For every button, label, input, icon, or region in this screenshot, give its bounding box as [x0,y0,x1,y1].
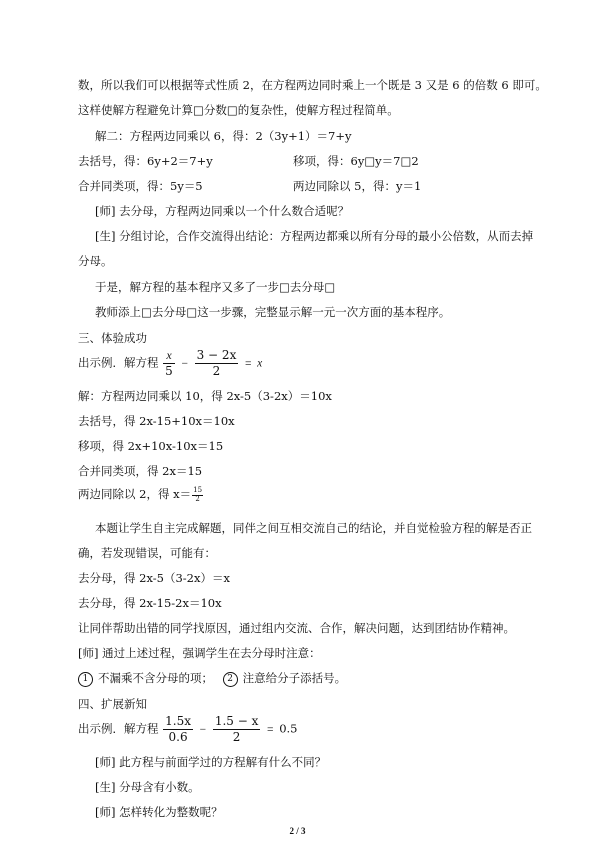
solution-step: 移项，得：6y□y＝7□2 [293,154,419,168]
page-number: 2 / 3 [289,826,306,836]
example-prefix: 出示例．解方程 [78,721,159,736]
student-line: [生] 分母含有小数。 [95,780,200,794]
solution-step-text: 两边同除以 2，得 x＝ [78,487,192,502]
teacher-line: [师] 去分母，方程两边同乘以一个什么数合适呢？ [95,204,350,218]
example-prefix: 出示例．解方程 [78,355,159,370]
fraction-denominator: 2 [232,730,241,745]
solution-line: 解二：方程两边同乘以 6，得：2（3y+1）＝7+y [95,129,352,143]
circled-number: 1 [78,672,93,687]
note-item: 不漏乘不含分母的项； [98,671,213,685]
solution-step: 合并同类项，得 2x＝15 [78,464,203,478]
fraction-numerator: 15 [193,486,203,494]
fraction [163,349,175,378]
fraction-denominator: 0.6 [168,730,188,745]
equals-sign: = [267,723,274,736]
solution-line: 解：方程两边同乘以 10，得 2x-5（3-2x）＝10x [78,389,332,403]
minus-sign: − [199,723,207,736]
equals-sign: = [245,357,252,370]
solution-step: 去分母，得 2x-5（3-2x）＝x [78,571,230,585]
solution-step: 移项，得 2x+10x-10x＝15 [78,439,224,453]
solution-step [78,487,204,503]
paragraph-line: 教师添上□去分母□这一步骤，完整显示解一元一次方面的基本程序。 [95,305,451,319]
teacher-line: [师] 怎样转化为整数呢？ [95,805,223,819]
equation-rhs: x [257,357,263,370]
fraction [213,715,261,744]
fraction-denominator: 5 [165,364,173,379]
notes-line [78,671,346,687]
solution-step: 去括号，得：6y+2＝7+y [78,154,213,168]
fraction [195,349,239,378]
example-equation [78,715,297,744]
fraction-numerator: 3 − 2x [195,349,239,364]
teacher-line: [师] 通过上述过程，强调学生在去分母时注意： [78,646,321,660]
paragraph-line: 确，若发现错误，可能有： [78,546,216,560]
section-heading: 四、扩展新知 [78,697,147,711]
paragraph-line: 于是，解方程的基本程序又多了一步□去分母□ [95,280,336,294]
fraction [163,715,193,744]
note-item: 注意给分子添括号。 [242,671,347,685]
solution-step: 两边同除以 5，得：y＝1 [293,179,422,193]
equation-rhs: 0.5 [279,721,298,736]
paragraph-line: 分母。 [78,254,113,268]
fraction-denominator: 2 [212,364,221,379]
circled-number: 2 [223,672,238,687]
fraction-numerator: x [163,349,175,364]
fraction-numerator: 1.5x [163,715,193,730]
student-line: [生] 分组讨论，合作交流得出结论：方程两边都乘以所有分母的最小公倍数，从而去掉 [95,229,534,243]
minus-sign: − [181,357,188,370]
result-fraction [192,487,203,503]
fraction-denominator: 2 [195,494,200,503]
paragraph-line: 数，所以我们可以根据等式性质 2，在方程两边同时乘上一个既是 3 又是 6 的倍数 6 即可。 [78,78,547,92]
solution-step: 去分母，得 2x-15-2x＝10x [78,596,222,610]
paragraph-line: 本题让学生自主完成解题，同伴之间互相交流自己的结论，并自觉检验方程的解是否正 [95,521,532,535]
solution-step: 去括号，得 2x-15+10x＝10x [78,414,235,428]
example-equation [78,349,262,378]
fraction-numerator: 1.5 − x [213,715,261,730]
paragraph-line: 这样使解方程避免计算□分数□的复杂性，使解方程过程简单。 [78,103,399,117]
section-heading: 三、体验成功 [78,331,147,345]
paragraph-line: 让同伴帮助出错的同学找原因，通过组内交流、合作，解决问题，达到团结协作精神。 [78,621,515,635]
teacher-line: [师] 此方程与前面学过的方程解有什么不同？ [95,755,327,769]
solution-step: 合并同类项，得：5y＝5 [78,179,203,193]
